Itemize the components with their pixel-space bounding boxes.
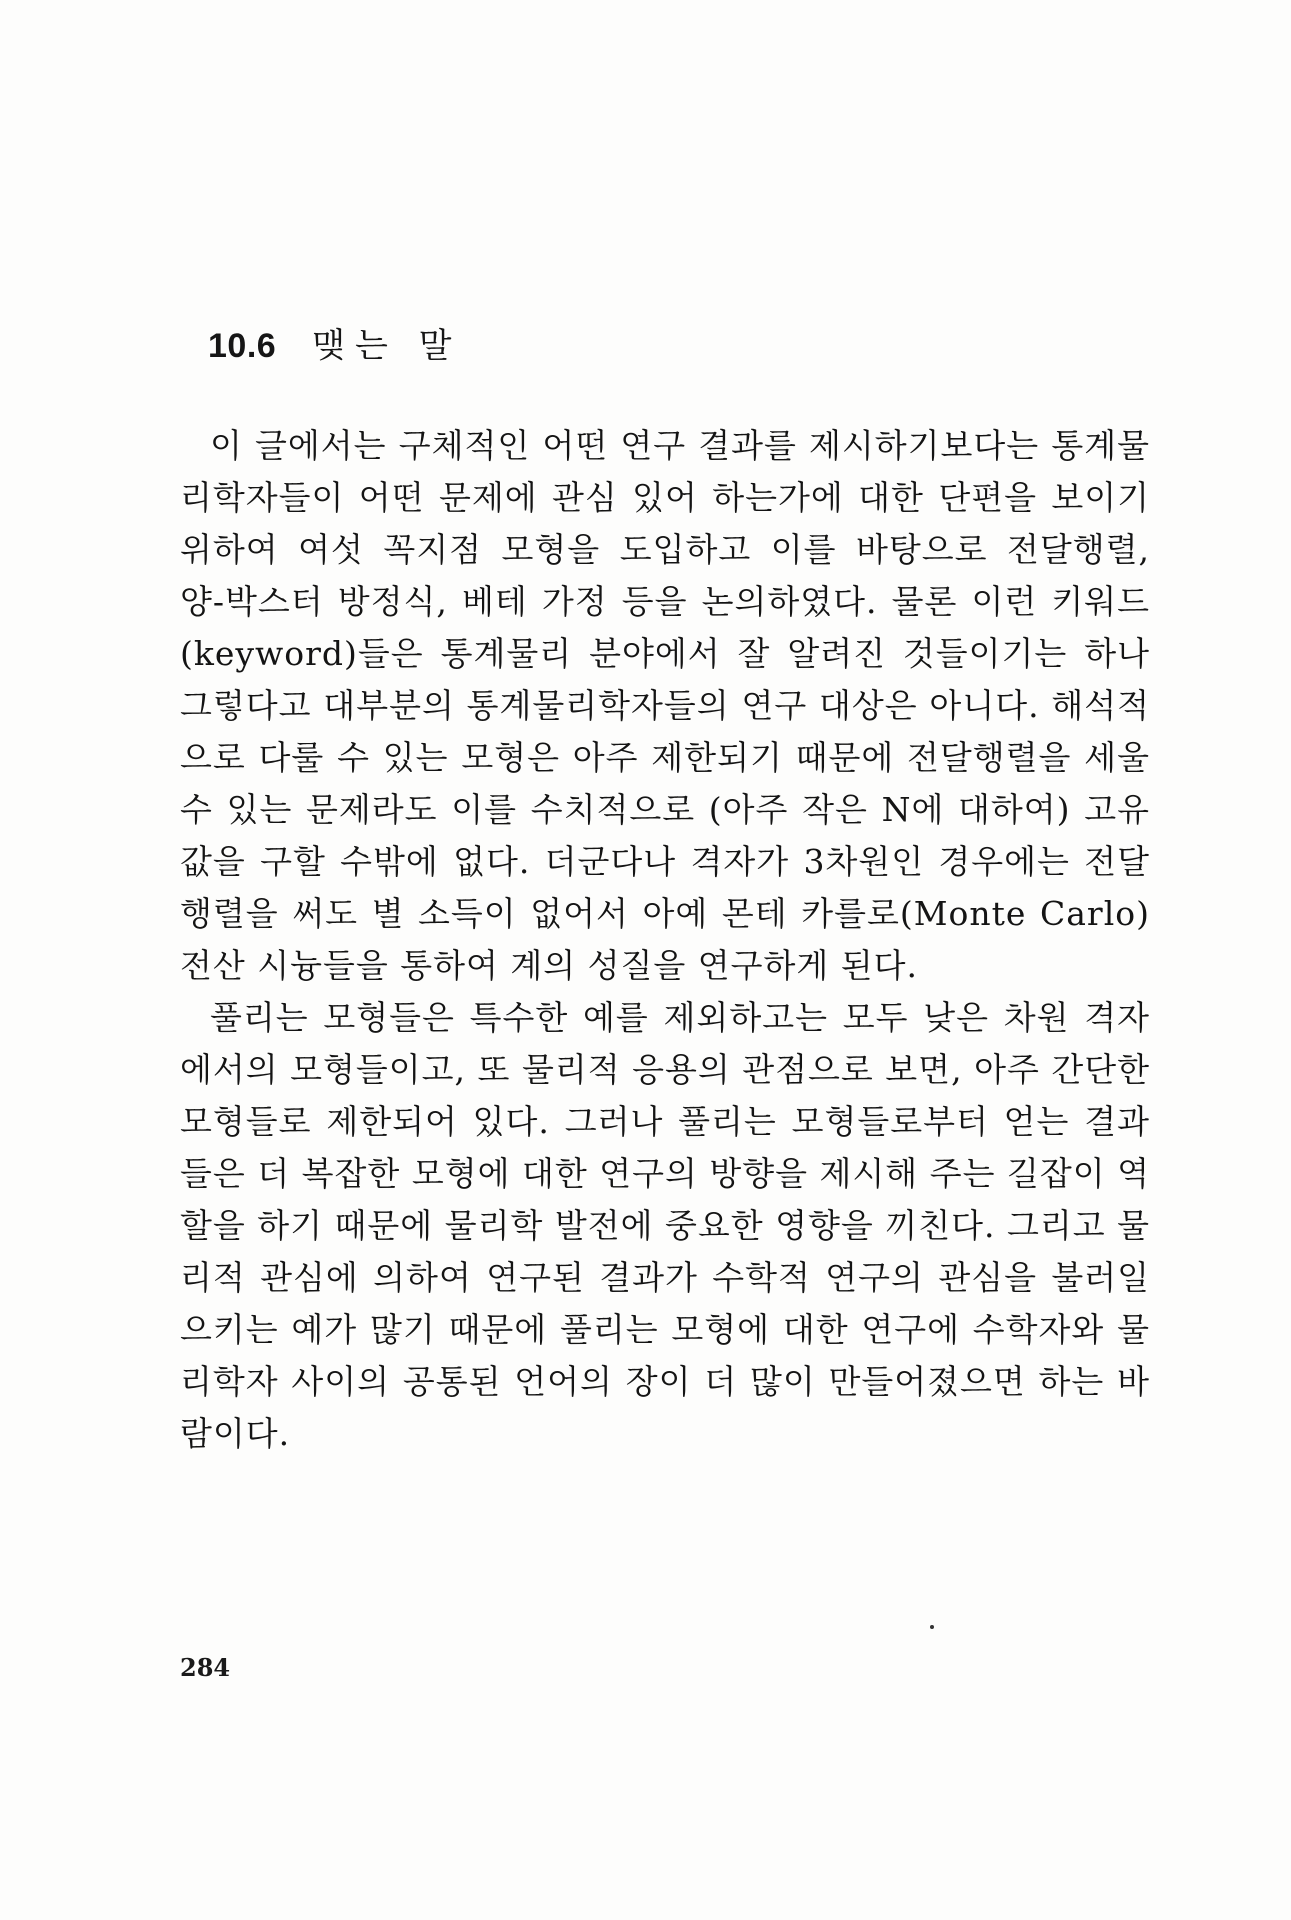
section-number: 10.6 <box>208 327 277 365</box>
print-speck <box>930 1625 934 1629</box>
section-heading <box>208 318 462 367</box>
paragraph: 풀리는 모형들은 특수한 예를 제외하고는 모두 낮은 차원 격자에서의 모형들이고, 또 물리적 응용의 관점으로 보면, 아주 간단한 모형들로 제한되어 있다. 그러나 풀리는 모형들로부터 얻는 결과들은 더 복잡한 모형에 대한 연구의 방향을 제시해 주는 길잡이 역할을 하기 때문에 물리학 발전에 중요한 영향을 끼친다. 그리고 물리적 관심에 의하여 연구된 결과가 수학적 연구의 관심을 불러일으키는 예가 많기 때문에 풀리는 모형에 대한 연구에 수학자와 물리학자 사이의 공통된 언어의 장이 더 많이 만들어졌으면 하는 바람이다. <box>180 998 1150 1453</box>
body-text <box>180 420 1150 1460</box>
paragraph: 이 글에서는 구체적인 어떤 연구 결과를 제시하기보다는 통계물리학자들이 어떤 문제에 관심 있어 하는가에 대한 단편을 보이기 위하여 여섯 꼭지점 모형을 도입하고 이를 바탕으로 전달행렬, 양-박스터 방정식, 베테 가정 등을 논의하였다. 물론 이런 키워드(keyword)들은 통계물리 분야에서 잘 알려진 것들이기는 하나 그렇다고 대부분의 통계물리학자들의 연구 대상은 아니다. 해석적으로 다룰 수 있는 모형은 아주 제한되기 때문에 전달행렬을 세울 수 있는 문제라도 이를 수치적으로 (아주 작은 N에 대하여) 고유값을 구할 수밖에 없다. 더군다나 격자가 3차원인 경우에는 전달행렬을 써도 별 소득이 없어서 아예 몬테 카를로(Monte Carlo) 전산 시늉들을 통하여 계의 성질을 연구하게 된다. <box>180 426 1150 985</box>
page-number: 284 <box>180 1653 231 1682</box>
section-title: 맺는 말 <box>312 326 462 366</box>
